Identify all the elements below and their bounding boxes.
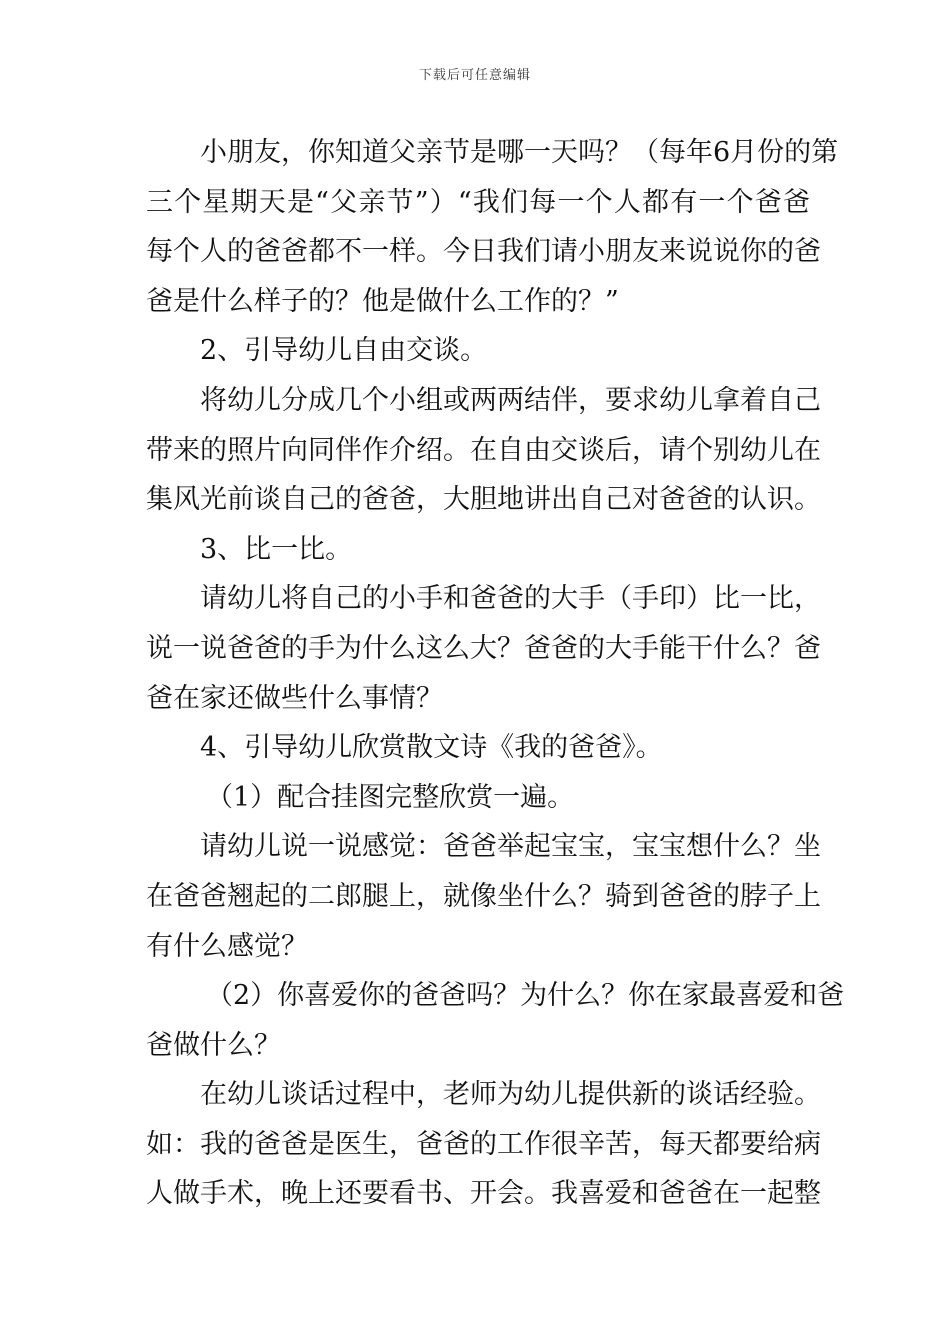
text-line: 请幼儿说一说感觉：爸爸举起宝宝，宝宝想什么？坐 bbox=[200, 831, 821, 863]
document-body bbox=[146, 128, 845, 1219]
sub-item: （2）你喜爱你的爸爸吗？为什么？你在家最喜爱和爸 bbox=[206, 980, 845, 1012]
text-line: 带来的照片向同伴作介绍。在自由交谈后，请个别幼儿在 bbox=[146, 434, 821, 466]
section-heading: 2、引导幼儿自由交谈。 bbox=[200, 335, 488, 367]
text-line: 如：我的爸爸是医生，爸爸的工作很辛苦，每天都要给病 bbox=[146, 1128, 821, 1160]
text-line: 爸是什么样子的？他是做什么工作的？” bbox=[146, 285, 619, 317]
page-header: 下载后可任意编辑 bbox=[418, 68, 531, 83]
text-line: 爸做什么？ bbox=[146, 1029, 281, 1061]
text-line: 有什么感觉？ bbox=[146, 930, 308, 962]
text-line: 每个人的爸爸都不一样。今日我们请小朋友来说说你的爸 bbox=[146, 236, 821, 268]
text-line: 请幼儿将自己的小手和爸爸的大手（手印）比一比， bbox=[200, 583, 821, 615]
text-line: 爸在家还做些什么事情？ bbox=[146, 682, 443, 714]
text-line: 集风光前谈自己的爸爸，大胆地讲出自己对爸爸的认识。 bbox=[146, 484, 821, 516]
section-heading: 4、引导幼儿欣赏散文诗《我的爸爸》。 bbox=[200, 732, 663, 764]
text-line: 在爸爸翘起的二郎腿上，就像坐什么？骑到爸爸的脖子上 bbox=[146, 880, 821, 912]
text-line: 在幼儿谈话过程中，老师为幼儿提供新的谈话经验。 bbox=[200, 1079, 821, 1111]
section-heading: 3、比一比。 bbox=[200, 533, 353, 565]
sub-item: （1）配合挂图完整欣赏一遍。 bbox=[206, 781, 575, 813]
text-line: 将幼儿分成几个小组或两两结伴，要求幼儿拿着自己 bbox=[200, 384, 821, 416]
text-line: 三个星期天是“父亲节”）“我们每一个人都有一个爸爸 bbox=[146, 186, 810, 218]
text-line: 小朋友，你知道父亲节是哪一天吗？（每年6月份的第 bbox=[200, 137, 839, 168]
text-line: 说一说爸爸的手为什么这么大？爸爸的大手能干什么？爸 bbox=[146, 632, 821, 664]
text-line: 人做手术，晚上还要看书、开会。我喜爱和爸爸在一起整 bbox=[146, 1178, 821, 1210]
